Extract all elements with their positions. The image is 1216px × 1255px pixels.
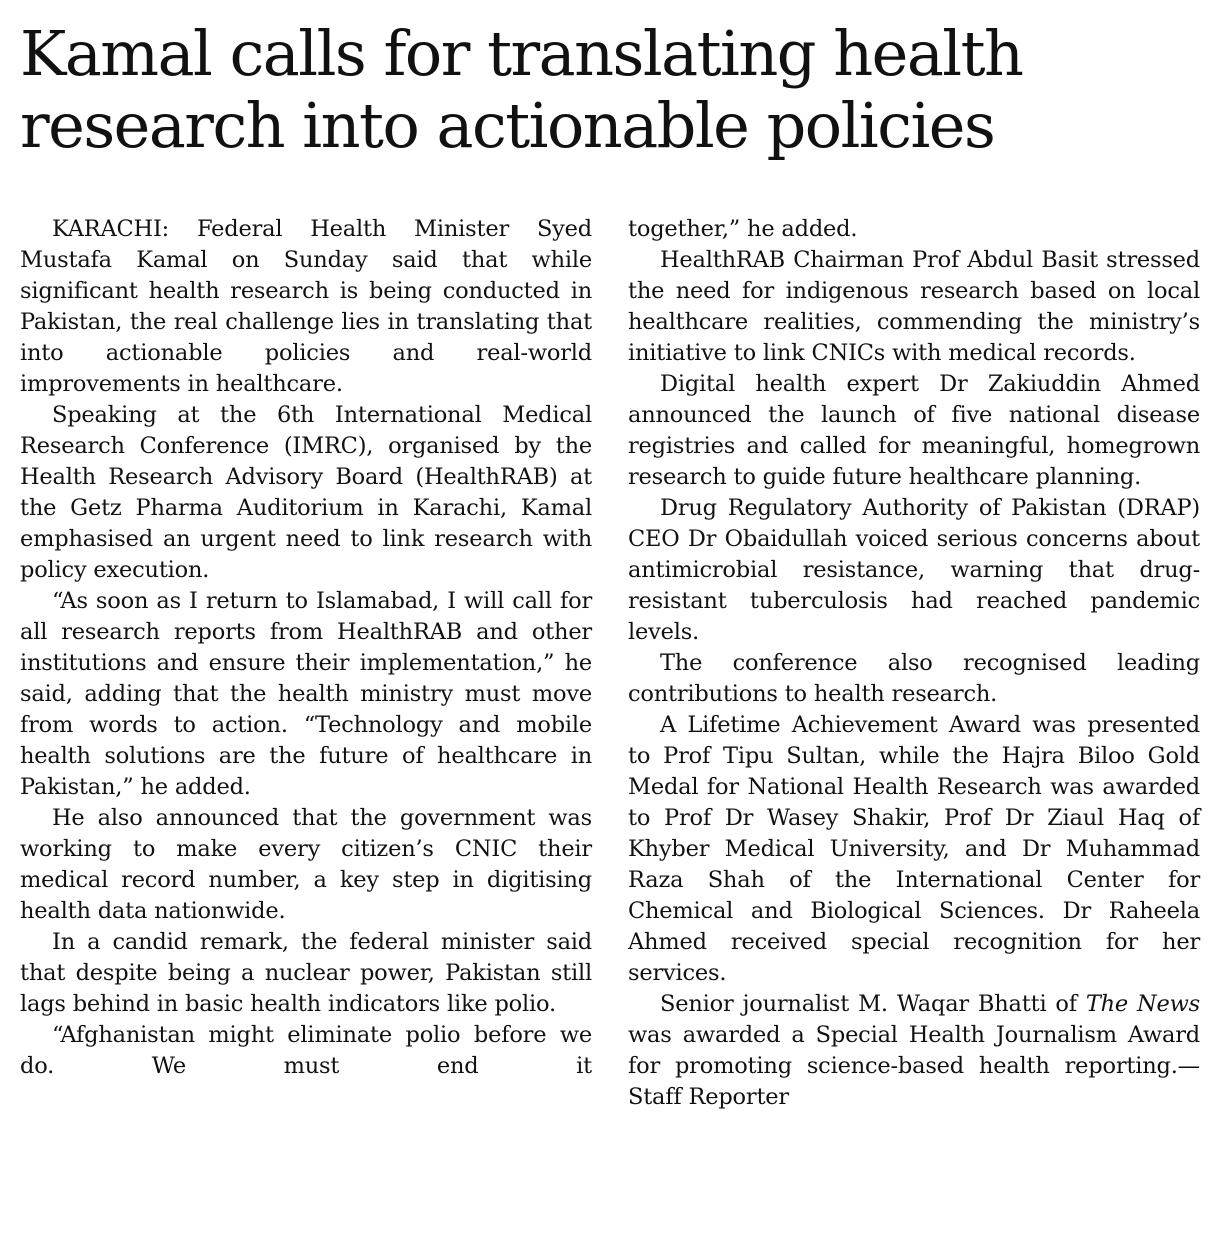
paragraph-conference: Speaking at the 6th International Medical Research Conference (IMRC), organised by the Health Research Advisory Board (HealthRAB) at the Getz Pharma Auditorium in Karachi, Kamal emphasised an urgent need to link research with policy execution. <box>20 402 592 583</box>
headline-line-2: research into actionable policies <box>20 89 995 162</box>
paragraph-disease-registries: Digital health expert Dr Zakiuddin Ahmed announced the launch of five national disease registries and called for meaningful, homegrown research to guide future healthcare planning. <box>628 371 1200 490</box>
paragraph-dateline: KARACHI: Federal Health Minister Syed Mustafa Kamal on Sunday said that while significant health research is being conducted in Pakistan, the real challenge lies in translating that into actionable policies and real-world improvements in healthcare. <box>20 216 592 397</box>
publication-name: The News <box>1085 991 1201 1017</box>
journalism-award-text-before: Senior journalist M. Waqar Bhatti of <box>660 991 1086 1017</box>
paragraph-continuation: together,” he added. <box>628 216 858 242</box>
paragraph-afghanistan: “Afghanistan might eliminate polio before we do. We must end it <box>20 1022 592 1079</box>
paragraph-drap: Drug Regulatory Authority of Pakistan (DRAP) CEO Dr Obaidullah voiced serious concerns about antimicrobial resistance, warning that drug-resistant tuberculosis had reached pandemic levels. <box>628 495 1200 645</box>
paragraph-cnic: He also announced that the government was working to make every citizen’s CNIC their medical record number, a key step in digitising health data nationwide. <box>20 805 592 924</box>
paragraph-quote-islamabad: “As soon as I return to Islamabad, I will call for all research reports from HealthRAB and other institutions and ensure their implementation,” he said, adding that the health ministry must move from words to action. “Technology and mobile health solutions are the future of healthcare in Pakistan,” he added. <box>20 588 592 800</box>
paragraph-recognition: The conference also recognised leading contributions to health research. <box>628 650 1200 707</box>
headline <box>20 18 1205 162</box>
paragraph-polio: In a candid remark, the federal minister said that despite being a nuclear power, Pakistan still lags behind in basic health indicators like polio. <box>20 929 592 1017</box>
headline-line-1: Kamal calls for translating health <box>20 17 1023 90</box>
paragraph-healthrab-chairman: HealthRAB Chairman Prof Abdul Basit stressed the need for indigenous research based on local healthcare realities, commending the ministry’s initiative to link CNICs with medical records. <box>628 247 1200 366</box>
journalism-award-text-after: was awarded a Special Health Journalism Award for promoting science-based health reporting.—Staff Reporter <box>628 1022 1200 1110</box>
article-column-left <box>20 214 592 1082</box>
paragraph-journalism-award <box>628 989 1200 1113</box>
paragraph-awards: A Lifetime Achievement Award was presented to Prof Tipu Sultan, while the Hajra Biloo Gold Medal for National Health Research was awarded to Prof Dr Wasey Shakir, Prof Dr Ziaul Haq of Khyber Medical University, and Dr Muhammad Raza Shah of the International Center for Chemical and Biological Sciences. Dr Raheela Ahmed received special recognition for her services. <box>628 712 1200 986</box>
article-column-right <box>628 214 1200 1113</box>
